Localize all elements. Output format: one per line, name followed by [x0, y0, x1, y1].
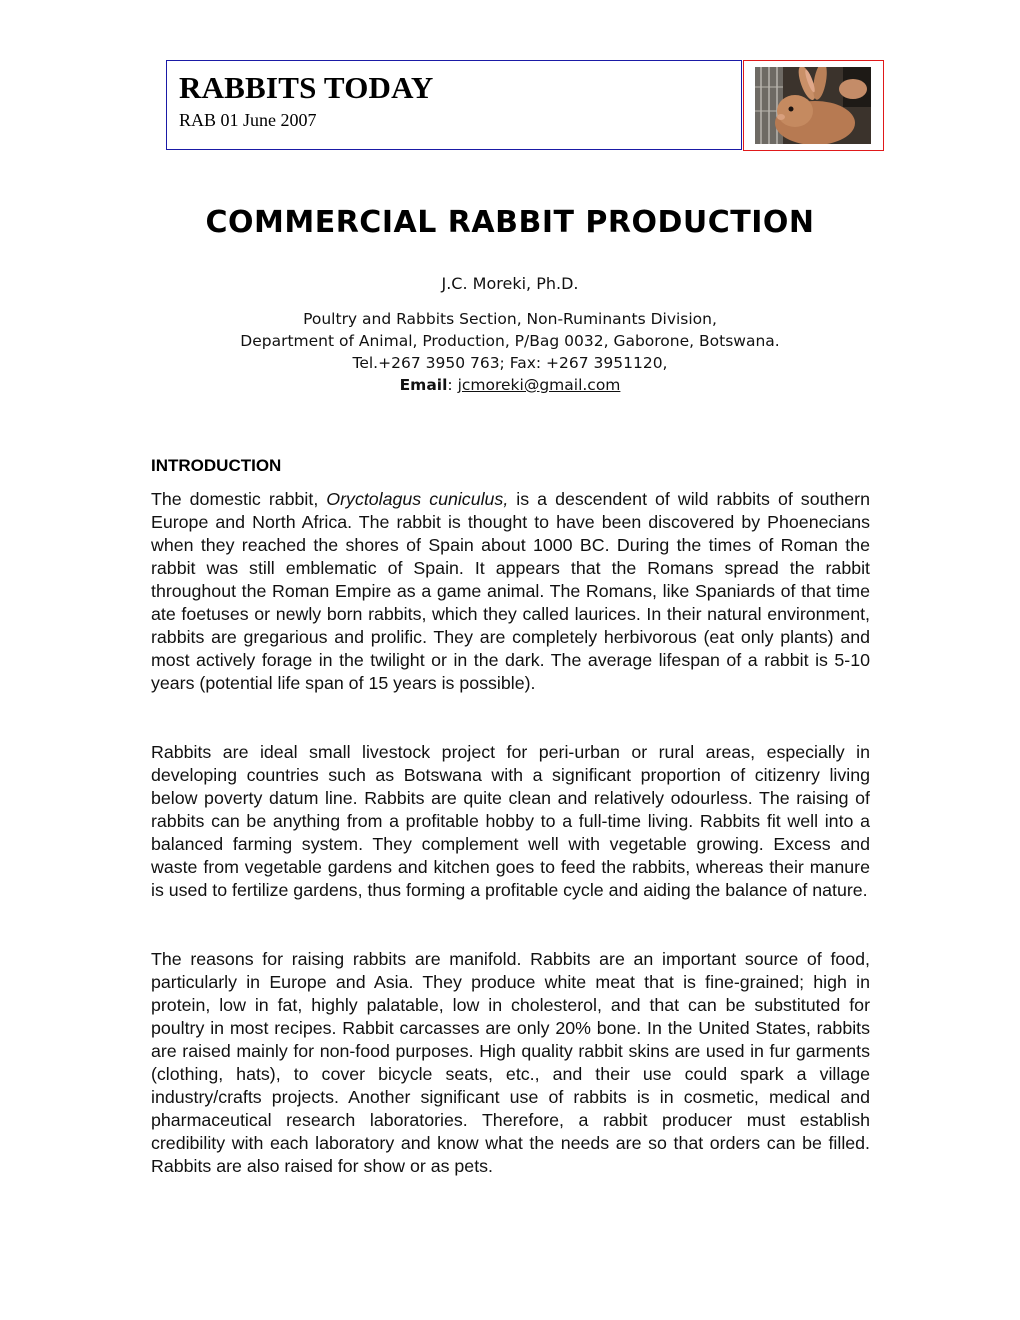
intro-paragraph-1 — [151, 488, 870, 695]
species-name: Oryctolagus cuniculus, — [326, 489, 509, 509]
email-label: Email — [399, 376, 448, 394]
newsletter-issue: RAB 01 June 2007 — [179, 110, 317, 130]
intro-paragraph-3: The reasons for raising rabbits are manifold. Rabbits are an important source of food, particularly in Europe and Asia. They produce white meat that is fine-grained; high in protein, low in fat, highly palatable, low in cholesterol, and that can be substituted for poultry in most recipes. Rabbit carcasses are only 20% bone. In the United States, rabbits are raised mainly for non-food purposes. High quality rabbit skins are used in fur garments (clothing, hats), to cover bicycle seats, etc., and their use could spark a village industry/crafts projects. Another significant use of rabbits is in cosmetic, medical and pharmaceutical research laboratories. Therefore, a rabbit producer must establish credibility with each laboratory and know what the needs are so that orders can be filled. Rabbits are also raised for show or as pets. — [151, 949, 870, 1176]
newsletter-title: RABBITS TODAY — [179, 70, 434, 105]
affiliation-contact: Tel.+267 3950 763; Fax: +267 3951120, — [352, 354, 668, 372]
author-name: J.C. Moreki, Ph.D. — [441, 274, 579, 293]
intro-paragraph-2: Rabbits are ideal small livestock project for peri-urban or rural areas, especially in developing countries such as Botswana with a significant proportion of citizenry living below poverty datum line. Rabbits are quite clean and relatively odourless. The raising of rabbits can be anything from a profitable hobby to a full-time living. Rabbits fit well into a balanced farming system. They complement well with vegetable growing. Excess and waste from vegetable gardens and kitchen goes to feed the rabbits, whereas their manure is used to fertilize gardens, thus forming a profitable cycle and aiding the balance of nature. — [151, 742, 870, 900]
email-link[interactable]: jcmoreki@gmail.com — [457, 376, 621, 394]
affiliation-email-line — [0, 374, 1020, 396]
newsletter-header — [166, 60, 742, 150]
document-title: COMMERCIAL RABBIT PRODUCTION — [205, 205, 815, 240]
paragraph-text: is a descendent of wild rabbits of southern Europe and North Africa. The rabbit is thought to have been discovered by Phoenecians when they reached the shores of Spain about 1000 BC. During the times of Roman the rabbit was still emblematic of Spain. It appears that the Romans spread the rabbit throughout the Roman Empire as a game animal. The Romans, like Spaniards of that time ate foetuses or newly born rabbits, which they called laurices. In their natural environment, rabbits are gregarious and prolific. They are completely herbivorous (eat only plants) and most actively forage in the twilight or in the dark. The average lifespan of a rabbit is 5-10 years (potential life span of 15 years is possible). — [151, 489, 870, 693]
affiliation-line-1: Poultry and Rabbits Section, Non-Ruminants Division, — [303, 310, 717, 328]
photo-frame — [743, 60, 884, 151]
affiliation-line-2: Department of Animal, Production, P/Bag 0032, Gaborone, Botswana. — [240, 332, 780, 350]
paragraph-text: The domestic rabbit, — [151, 489, 327, 509]
section-heading-introduction: INTRODUCTION — [151, 456, 282, 475]
rabbit-photo — [755, 67, 871, 144]
email-separator: : — [447, 376, 458, 394]
